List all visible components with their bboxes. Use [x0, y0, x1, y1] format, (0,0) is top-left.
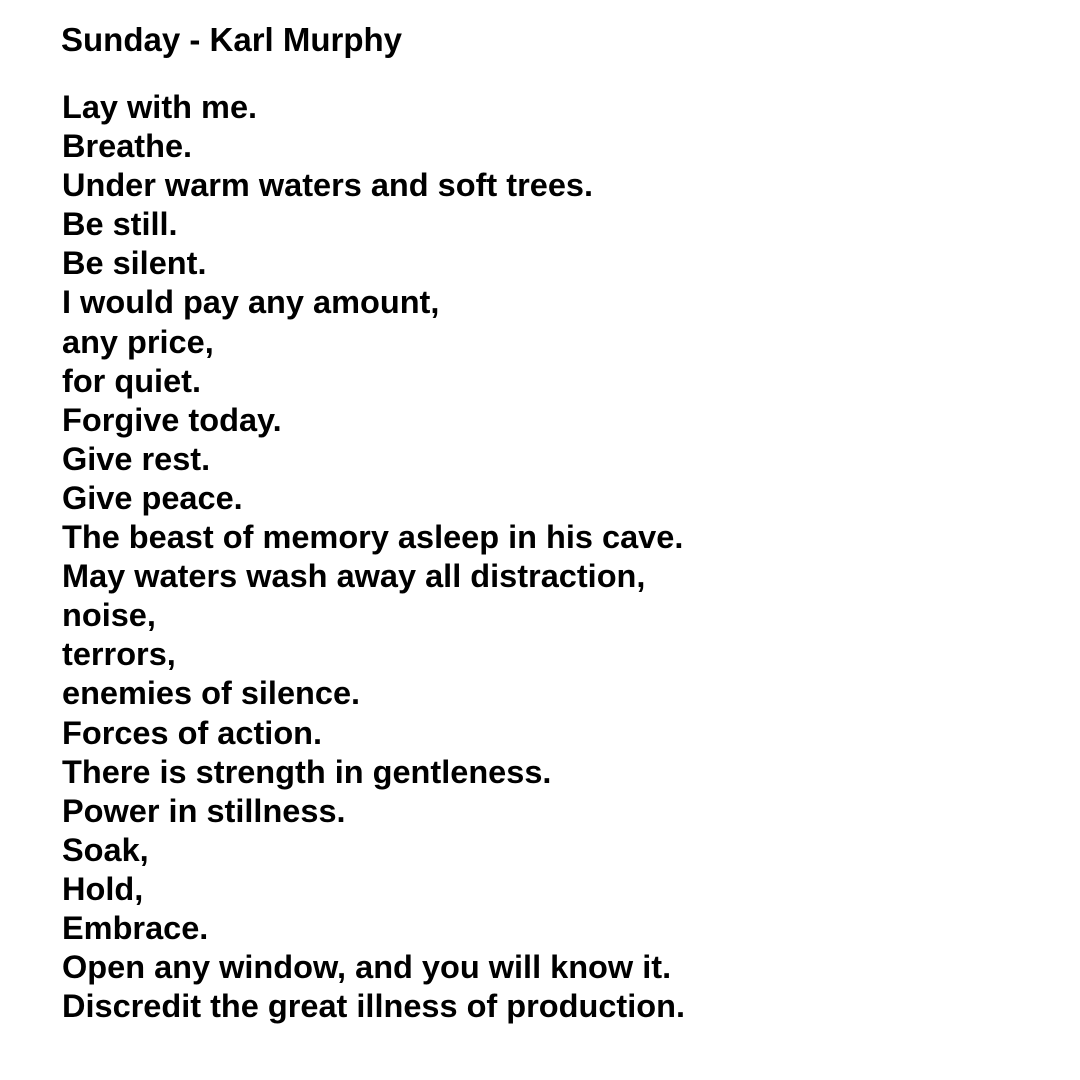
- poem-line: Lay with me.: [62, 89, 258, 125]
- poem-body: [62, 88, 685, 1026]
- poem-title: Sunday - Karl Murphy: [61, 21, 403, 58]
- poem-line: Give rest.: [62, 440, 211, 477]
- poem-line: Be still.: [62, 206, 178, 243]
- poem-line: any price,: [62, 323, 214, 360]
- poem-line: Discredit the great illness of production.: [62, 988, 686, 1025]
- poem-line: The beast of memory asleep in his cave.: [62, 519, 684, 556]
- poem-line: for quiet.: [62, 362, 202, 399]
- poem-line: Breathe.: [62, 128, 193, 165]
- poem-line: Power in stillness.: [62, 792, 346, 829]
- poem-line: Open any window, and you will know it.: [62, 949, 672, 986]
- poem-line: Under warm waters and soft trees.: [62, 167, 593, 204]
- poem-line: terrors,: [62, 636, 176, 673]
- poem-line: Embrace.: [62, 909, 209, 946]
- poem-line: May waters wash away all distraction,: [62, 558, 646, 595]
- poem-line: Forgive today.: [62, 401, 282, 438]
- poem-line: enemies of silence.: [62, 675, 361, 712]
- poem-line: Soak,: [62, 831, 149, 868]
- poem-line: noise,: [62, 597, 156, 634]
- poem-line: Forces of action.: [62, 714, 323, 751]
- poem-line: I would pay any amount,: [62, 284, 440, 321]
- poem-line: Be silent.: [62, 245, 207, 282]
- poem-line: Give peace.: [62, 479, 243, 516]
- poem-line: Hold,: [62, 870, 144, 907]
- poem-line: There is strength in gentleness.: [62, 753, 552, 790]
